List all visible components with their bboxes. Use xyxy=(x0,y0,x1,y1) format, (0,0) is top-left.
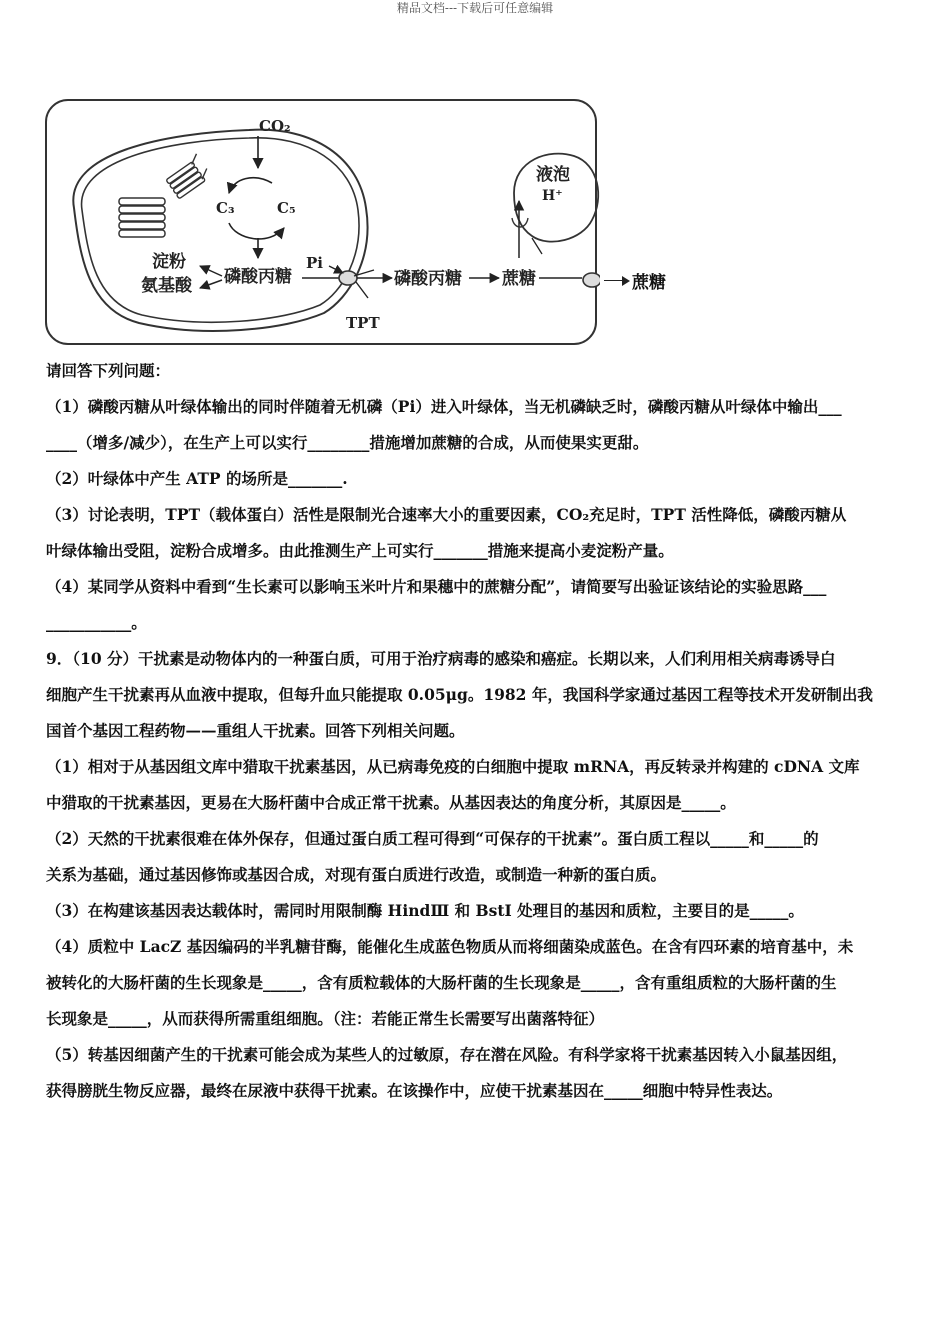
text-line: （4）质粒中 LacZ 基因编码的半乳糖苷酶，能催化生成蓝色物质从而将细菌染成蓝色。在含有四环素的培育基中，未 xyxy=(46,937,854,956)
sucrose-exported-label: 蔗糖 xyxy=(632,273,666,293)
text-line: 长现象是_____，从而获得所需重组细胞。（注：若能正常生长需要写出菌落特征） xyxy=(46,1009,605,1028)
c5-label: C₅ xyxy=(277,199,296,217)
c3-label: C₃ xyxy=(216,199,235,217)
triose-phosphate-inner-label: 磷酸丙糖 xyxy=(224,267,292,287)
tpt-pointer xyxy=(356,282,368,298)
text-line: （3）在构建该基因表达载体时，需同时用限制酶 HindⅢ 和 BstⅠ 处理目的基因和质粒，主要目的是_____。 xyxy=(46,901,804,920)
to-amino-acid-arrow xyxy=(200,280,222,288)
grana-stack-icon xyxy=(119,198,165,237)
text-line: （2）天然的干扰素很难在体外保存，但通过蛋白质工程可得到“可保存的干扰素”。蛋白质工程以_____和_____的 xyxy=(46,829,819,848)
pi-label: Pi xyxy=(306,254,323,272)
text-line: 国首个基因工程药物——重组人干扰素。回答下列相关问题。 xyxy=(46,721,465,740)
question-text xyxy=(46,357,906,1113)
vacuole-label: 液泡 xyxy=(536,165,570,185)
triose-phosphate-cytosol-label: 磷酸丙糖 xyxy=(394,269,462,289)
text-line: 9．（10 分）干扰素是动物体内的一种蛋白质，可用于治疗病毒的感染和癌症。长期以来，人们利用相关病毒诱导白 xyxy=(46,649,836,668)
chloroplast-sucrose-diagram xyxy=(44,98,600,348)
text-line: 关系为基础，通过基因修饰或基因合成，对现有蛋白质进行改造，或制造一种新的蛋白质。 xyxy=(46,865,667,884)
sucrose-exported-arrowhead-icon xyxy=(622,276,630,286)
sucrose-cytosol-label: 蔗糖 xyxy=(502,269,536,289)
text-line: 中猎取的干扰素基因，更易在大肠杆菌中合成正常干扰素。从基因表达的角度分析，其原因是_____。 xyxy=(46,793,736,812)
amino-acid-label: 氨基酸 xyxy=(141,276,192,296)
to-starch-arrow xyxy=(200,266,222,276)
text-line: ____（增多/减少），在生产上可以实行________措施增加蔗糖的合成，从而使果实更甜。 xyxy=(46,433,649,452)
page-header-note: 精品文档---下载后可任意编辑 xyxy=(396,1,554,15)
h-plus-label: H⁺ xyxy=(542,188,563,204)
cycle-arrow-top xyxy=(229,178,272,193)
text-line: （1）磷酸丙糖从叶绿体输出的同时伴随着无机磷（Pi）进入叶绿体，当无机磷缺乏时，磷酸丙糖从叶绿体中输出___ xyxy=(46,397,842,416)
tpt-label: TPT xyxy=(346,314,380,332)
text-line: 叶绿体输出受阻，淀粉合成增多。由此推测生产上可实行_______措施来提高小麦淀粉产量。 xyxy=(46,541,674,560)
text-line: 请回答下列问题： xyxy=(46,361,171,380)
text-line: （4）某同学从资料中看到“生长素可以影响玉米叶片和果穗中的蔗糖分配”，请简要写出验证该结论的实验思路___ xyxy=(46,577,827,596)
thylakoid-small-stack-icon xyxy=(164,154,212,199)
text-line: （1）相对于从基因组文库中猎取干扰素基因，从已病毒免疫的白细胞中提取 mRNA，再反转录并构建的 cDNA 文库 xyxy=(46,757,860,776)
pi-import-arrow xyxy=(329,266,343,273)
text-line: （2）叶绿体中产生 ATP 的场所是_______. xyxy=(46,469,348,488)
text-line: 细胞产生干扰素再从血液中提取，但每升血只能提取 0.05μg。1982 年，我国科学家通过基因工程等技术开发研制出我 xyxy=(46,685,873,704)
sucrose-transporter-icon xyxy=(583,273,600,287)
chloroplast-outer-membrane xyxy=(73,130,367,331)
starch-label: 淀粉 xyxy=(152,252,186,272)
cycle-arrow-bottom xyxy=(229,223,284,239)
text-line: ___________。 xyxy=(46,613,147,632)
text-line: （3）讨论表明，TPT（载体蛋白）活性是限制光合速率大小的重要因素，CO₂充足时，TPT 活性降低，磷酸丙糖从 xyxy=(46,505,847,524)
text-line: 获得膀胱生物反应器，最终在尿液中获得干扰素。在该操作中，应使干扰素基因在_____细胞中特异性表达。 xyxy=(46,1081,783,1100)
text-line: （5）转基因细菌产生的干扰素可能会成为某些人的过敏原，存在潜在风险。有科学家将干扰素基因转入小鼠基因组， xyxy=(46,1045,848,1064)
text-line: 被转化的大肠杆菌的生长现象是_____，含有质粒载体的大肠杆菌的生长现象是_____，含有重组质粒的大肠杆菌的生 xyxy=(46,973,837,992)
co2-label: CO₂ xyxy=(259,117,291,135)
